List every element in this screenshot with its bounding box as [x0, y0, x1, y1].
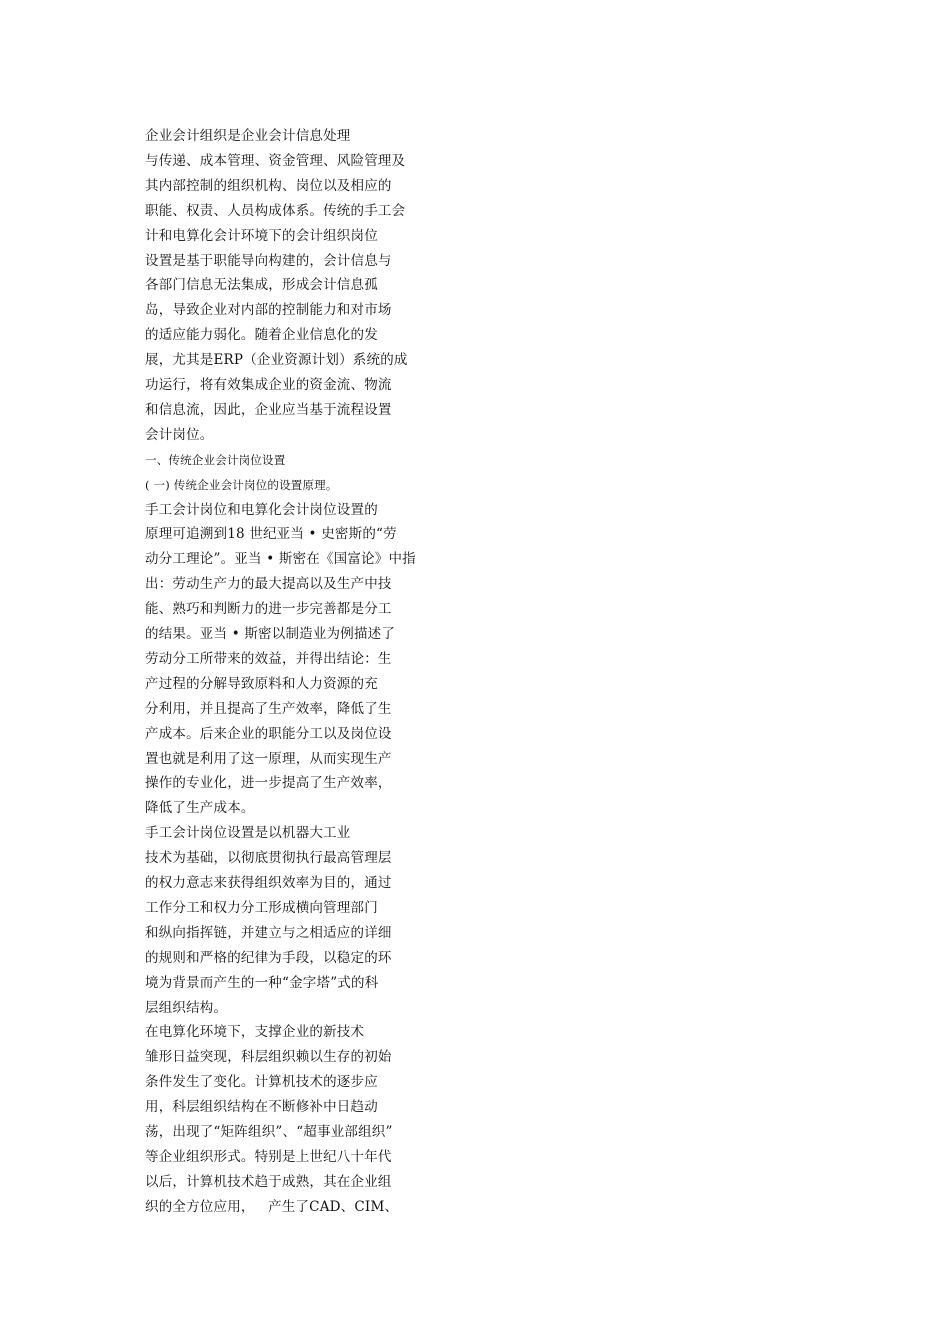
- body-text-line: 的权力意志来获得组织效率为目的，通过: [145, 875, 392, 891]
- body-text-line: 能、熟巧和判断力的进一步完善都是分工: [145, 601, 392, 618]
- body-text-line: 手工会计岗位和电算化会计岗位设置的: [145, 501, 378, 518]
- body-text-line: 荡，出现了“矩阵组织”、“超事业部组织”: [145, 1124, 393, 1140]
- body-text-line: 与传递、成本管理、资金管理、风险管理及: [145, 152, 406, 169]
- body-text-line: 织的全方位应用， 产生了CAD、CIM、: [145, 1198, 399, 1215]
- body-text-line: 劳动分工所带来的效益，并得出结论：生: [145, 650, 392, 667]
- body-text-line: 企业会计组织是企业会计信息处理: [145, 128, 351, 144]
- body-text-line: 分利用，并且提高了生产效率，降低了生: [145, 700, 392, 717]
- body-text-line: 工作分工和权力分工形成横向管理部门: [145, 899, 378, 916]
- body-text-line: 用，科层组织结构在不断修补中日趋动: [145, 1099, 378, 1116]
- body-text-line: 原理可追溯到18 世纪亚当 • 史密斯的“劳: [145, 526, 397, 543]
- body-text-line: 降低了生产成本。: [145, 800, 255, 817]
- body-text-line: 动分工理论”。亚当 • 斯密在《国富论》中指: [145, 551, 416, 568]
- body-text-line: 其内部控制的组织机构、岗位以及相应的: [145, 177, 392, 194]
- body-text-line: 和信息流，因此，企业应当基于流程设置: [145, 401, 392, 418]
- body-text-line: 操作的专业化，进一步提高了生产效率，: [145, 775, 392, 792]
- body-text-line: 产过程的分解导致原料和人力资源的充: [145, 675, 378, 692]
- body-text-line: 的结果。亚当 • 斯密以制造业为例描述了: [145, 626, 396, 642]
- body-text-line: 境为背景而产生的一种“金字塔”式的科: [145, 974, 379, 991]
- body-text-line: 置也就是利用了这一原理，从而实现生产: [145, 750, 392, 767]
- body-text-line: 产成本。后来企业的职能分工以及岗位设: [145, 725, 392, 742]
- body-text-line: 和纵向指挥链，并建立与之相适应的详细: [145, 924, 392, 941]
- body-text-line: 计和电算化会计环境下的会计组织岗位: [145, 227, 378, 244]
- body-text-line: 各部门信息无法集成，形成会计信息孤: [145, 277, 378, 294]
- body-text-line: 会计岗位。: [145, 426, 214, 443]
- body-text-line: 职能、权责、人员构成体系。传统的手工会: [145, 202, 406, 219]
- body-text-line: 手工会计岗位设置是以机器大工业: [145, 825, 351, 842]
- body-text-line: 以后，计算机技术趋于成熟，其在企业组: [145, 1173, 392, 1190]
- section-heading: ( 一) 传统企业会计岗位的设置原理。: [145, 477, 338, 492]
- section-heading: 一、传统企业会计岗位设置: [145, 452, 286, 467]
- body-text-line: 层组织结构。: [145, 999, 228, 1016]
- body-text-line: 条件发生了变化。计算机技术的逐步应: [145, 1074, 378, 1091]
- body-text-line: 在电算化环境下，支撑企业的新技术: [145, 1024, 365, 1041]
- body-text-line: 展，尤其是ERP（企业资源计划）系统的成: [145, 352, 408, 369]
- body-text-line: 设置是基于职能导向构建的，会计信息与: [145, 252, 392, 269]
- body-text-line: 的规则和严格的纪律为手段，以稳定的环: [145, 949, 392, 966]
- body-text-line: 功运行，将有效集成企业的资金流、物流: [145, 377, 392, 393]
- body-text-line: 等企业组织形式。特别是上世纪八十年代: [145, 1148, 392, 1165]
- body-text-line: 出：劳动生产力的最大提高以及生产中技: [145, 576, 392, 593]
- body-text-line: 雏形日益突现，科层组织赖以生存的初始: [145, 1049, 392, 1066]
- body-text-line: 岛，导致企业对内部的控制能力和对市场: [145, 302, 392, 319]
- body-text-line: 技术为基础，以彻底贯彻执行最高管理层: [145, 850, 392, 867]
- body-text-line: 的适应能力弱化。随着企业信息化的发: [145, 327, 378, 344]
